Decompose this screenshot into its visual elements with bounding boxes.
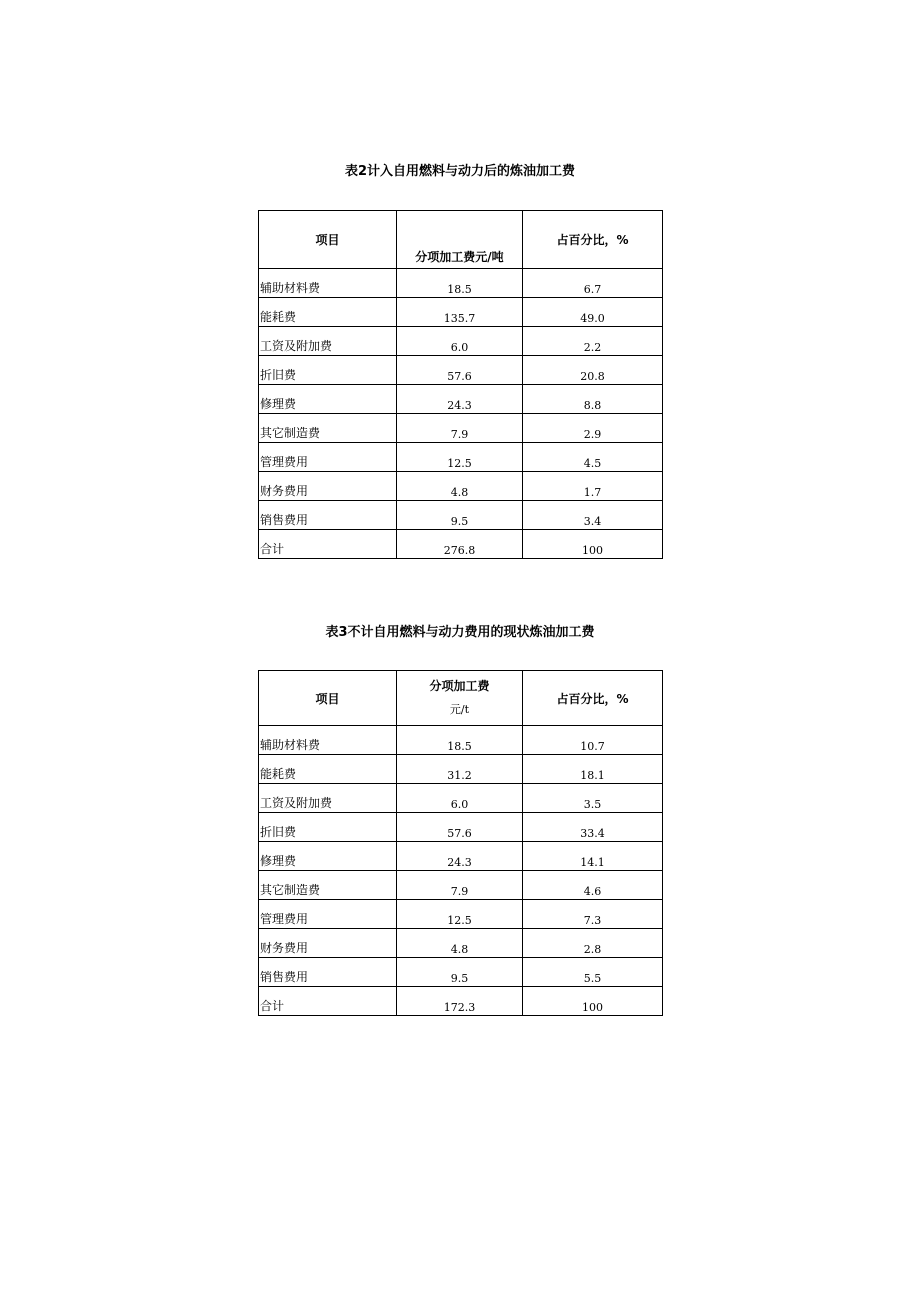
table2-title: 表2计入自用燃料与动力后的炼油加工费 xyxy=(344,164,576,179)
row-value: 4.8 xyxy=(397,929,523,958)
table-row xyxy=(259,784,663,813)
row-item: 合计 xyxy=(259,987,397,1016)
table-row xyxy=(259,269,663,298)
table-row xyxy=(259,501,663,530)
table3-processing-fee xyxy=(258,670,663,1016)
row-value: 172.3 xyxy=(397,987,523,1016)
table-row xyxy=(259,871,663,900)
row-percent: 14.1 xyxy=(523,842,663,871)
row-value: 276.8 xyxy=(397,530,523,559)
row-percent: 10.7 xyxy=(523,726,663,755)
row-item: 其它制造费 xyxy=(259,414,397,443)
table-row-total xyxy=(259,530,663,559)
table-row xyxy=(259,443,663,472)
table-row xyxy=(259,900,663,929)
row-item: 工资及附加费 xyxy=(259,327,397,356)
row-item: 能耗费 xyxy=(259,755,397,784)
row-percent: 7.3 xyxy=(523,900,663,929)
row-item: 财务费用 xyxy=(259,929,397,958)
row-item: 销售费用 xyxy=(259,501,397,530)
row-item: 折旧费 xyxy=(259,356,397,385)
row-value: 9.5 xyxy=(397,958,523,987)
row-percent: 2.2 xyxy=(523,327,663,356)
row-item: 工资及附加费 xyxy=(259,784,397,813)
row-percent: 18.1 xyxy=(523,755,663,784)
row-value: 18.5 xyxy=(397,726,523,755)
row-percent: 8.8 xyxy=(523,385,663,414)
row-percent: 100 xyxy=(523,530,663,559)
row-value: 9.5 xyxy=(397,501,523,530)
table-row xyxy=(259,356,663,385)
row-item: 辅助材料费 xyxy=(259,726,397,755)
row-value: 6.0 xyxy=(397,784,523,813)
row-value: 4.8 xyxy=(397,472,523,501)
row-value: 18.5 xyxy=(397,269,523,298)
table3-header-row xyxy=(259,671,663,726)
row-value: 7.9 xyxy=(397,871,523,900)
table3-header-item: 项目 xyxy=(259,671,397,726)
row-percent: 3.5 xyxy=(523,784,663,813)
table-row-total xyxy=(259,987,663,1016)
table-row xyxy=(259,958,663,987)
row-item: 财务费用 xyxy=(259,472,397,501)
table-row xyxy=(259,755,663,784)
row-value: 24.3 xyxy=(397,385,523,414)
table2-header-item: 项目 xyxy=(259,211,397,269)
table-row xyxy=(259,298,663,327)
row-percent: 1.7 xyxy=(523,472,663,501)
row-percent: 3.4 xyxy=(523,501,663,530)
table2-processing-fee xyxy=(258,210,663,559)
table-row xyxy=(259,929,663,958)
row-item: 管理费用 xyxy=(259,443,397,472)
table3-header-value xyxy=(397,671,523,726)
table-row xyxy=(259,327,663,356)
row-value: 57.6 xyxy=(397,813,523,842)
row-value: 57.6 xyxy=(397,356,523,385)
table3-title: 表3不计自用燃料与动力费用的现状炼油加工费 xyxy=(325,625,595,640)
row-item: 折旧费 xyxy=(259,813,397,842)
table2-header-row xyxy=(259,211,663,269)
table3-header-percent: 占百分比，% xyxy=(523,671,663,726)
table-row xyxy=(259,813,663,842)
row-item: 其它制造费 xyxy=(259,871,397,900)
row-percent: 4.5 xyxy=(523,443,663,472)
table-row xyxy=(259,726,663,755)
row-percent: 2.8 xyxy=(523,929,663,958)
table-row xyxy=(259,472,663,501)
row-item: 能耗费 xyxy=(259,298,397,327)
row-value: 12.5 xyxy=(397,900,523,929)
table3-header-value-unit: 元/t xyxy=(449,703,470,716)
row-value: 31.2 xyxy=(397,755,523,784)
table3-header-value-label: 分项加工费 xyxy=(429,679,490,693)
row-item: 辅助材料费 xyxy=(259,269,397,298)
table2-header-percent: 占百分比，% xyxy=(523,211,663,269)
table-row xyxy=(259,385,663,414)
row-item: 合计 xyxy=(259,530,397,559)
row-item: 销售费用 xyxy=(259,958,397,987)
row-value: 7.9 xyxy=(397,414,523,443)
row-percent: 33.4 xyxy=(523,813,663,842)
row-percent: 6.7 xyxy=(523,269,663,298)
row-value: 12.5 xyxy=(397,443,523,472)
row-value: 135.7 xyxy=(397,298,523,327)
row-percent: 2.9 xyxy=(523,414,663,443)
table2-header-value: 分项加工费元/吨 xyxy=(397,211,523,269)
row-percent: 5.5 xyxy=(523,958,663,987)
table-row xyxy=(259,842,663,871)
row-item: 修理费 xyxy=(259,842,397,871)
row-percent: 20.8 xyxy=(523,356,663,385)
row-item: 管理费用 xyxy=(259,900,397,929)
row-value: 24.3 xyxy=(397,842,523,871)
row-percent: 49.0 xyxy=(523,298,663,327)
row-percent: 4.6 xyxy=(523,871,663,900)
row-percent: 100 xyxy=(523,987,663,1016)
table-row xyxy=(259,414,663,443)
row-value: 6.0 xyxy=(397,327,523,356)
row-item: 修理费 xyxy=(259,385,397,414)
